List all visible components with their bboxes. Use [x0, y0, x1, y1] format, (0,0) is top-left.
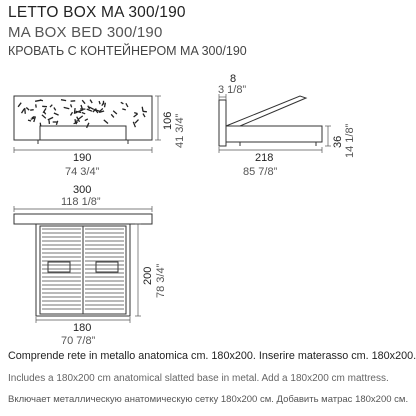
pattern-stroke: [111, 114, 114, 117]
pattern-stroke: [142, 107, 143, 111]
pattern-stroke: [134, 114, 138, 117]
pattern-stroke: [87, 109, 92, 111]
note-italian: Comprende rete in metallo anatomica cm. 180x200. Inserire materasso cm. 180x200.: [8, 350, 416, 362]
pattern-stroke: [42, 115, 46, 119]
pattern-stroke: [99, 101, 100, 104]
title-english: MA BOX BED 300/190: [8, 24, 163, 41]
side-top-in: 3 1/8”: [218, 84, 247, 96]
pattern-stroke: [22, 109, 25, 113]
front-width-cm: 190: [73, 152, 92, 164]
top-inner-cm: 180: [73, 322, 92, 334]
pattern-stroke: [78, 116, 83, 120]
pattern-stroke: [26, 108, 29, 111]
front-height-in: 41 3/4”: [174, 113, 186, 148]
front-width-in: 74 3/4”: [65, 166, 100, 178]
top-headboard: [14, 214, 152, 224]
pattern-stroke: [134, 113, 137, 114]
pattern-stroke: [102, 103, 104, 106]
side-headboard: [219, 100, 226, 146]
side-length-cm: 218: [255, 152, 274, 164]
title-russian: КРОВАТЬ С КОНТЕЙНЕРОМ MA 300/190: [8, 44, 247, 58]
pattern-stroke: [104, 120, 108, 124]
pattern-stroke: [94, 110, 100, 112]
pattern-stroke: [143, 111, 147, 112]
pattern-stroke: [143, 114, 145, 118]
pattern-stroke: [85, 119, 88, 121]
top-length-in: 78 3/4”: [155, 263, 167, 298]
front-view-drawing: [14, 96, 152, 144]
pattern-stroke: [135, 120, 139, 124]
note-russian: Включает металлическую анатомическую сетку 180x200 см. Добавить матрас 180x200 см.: [8, 394, 409, 405]
top-length-cm: 200: [142, 266, 154, 285]
pattern-stroke: [89, 107, 94, 110]
top-inner-in: 70 7/8”: [61, 335, 96, 347]
side-length-in: 85 7/8”: [243, 166, 278, 178]
pattern-stroke: [90, 100, 92, 103]
pattern-stroke: [40, 100, 43, 101]
pattern-stroke: [28, 120, 31, 121]
title-italian: LETTO BOX MA 300/190: [8, 4, 186, 21]
bed-base-outline: [40, 126, 126, 140]
pattern-stroke: [30, 110, 34, 111]
top-headboard-cm: 300: [73, 184, 92, 196]
pattern-stroke: [82, 113, 85, 114]
pattern-stroke: [71, 104, 72, 107]
top-headboard-in: 118 1/8”: [61, 196, 101, 208]
pattern-stroke: [121, 102, 124, 104]
pattern-stroke: [82, 100, 85, 104]
pattern-stroke: [88, 106, 90, 109]
note-english: Includes a 180x200 cm anatomical slatted base in metal. Add a 180x200 cm mattress.: [8, 373, 389, 384]
pattern-stroke: [50, 105, 52, 107]
side-view-drawing: [219, 96, 322, 146]
pattern-stroke: [18, 103, 21, 107]
headboard-pattern: [18, 100, 147, 128]
side-base-in: 14 1/8”: [344, 123, 356, 158]
pattern-stroke: [87, 123, 89, 128]
pattern-stroke: [113, 111, 117, 114]
pattern-stroke: [54, 113, 59, 115]
side-base-cm: 36: [332, 135, 344, 148]
pattern-stroke: [36, 104, 37, 107]
pattern-stroke: [126, 103, 128, 107]
lifted-frame: [226, 96, 306, 126]
pattern-stroke: [54, 108, 56, 111]
front-height-cm: 106: [162, 111, 174, 130]
pattern-stroke: [61, 100, 66, 101]
pattern-stroke: [48, 117, 53, 120]
pattern-stroke: [105, 103, 106, 107]
side-dimension-lines: [219, 94, 331, 153]
pattern-stroke: [122, 109, 126, 110]
pattern-stroke: [44, 112, 46, 115]
pattern-stroke: [25, 108, 26, 114]
top-view-drawing: [14, 214, 152, 316]
side-top-cm: 8: [230, 73, 237, 85]
pattern-stroke: [79, 110, 84, 112]
pattern-stroke: [64, 107, 70, 108]
pattern-stroke: [74, 122, 78, 124]
pattern-stroke: [40, 123, 41, 127]
side-base: [226, 126, 322, 142]
pattern-stroke: [71, 112, 73, 115]
